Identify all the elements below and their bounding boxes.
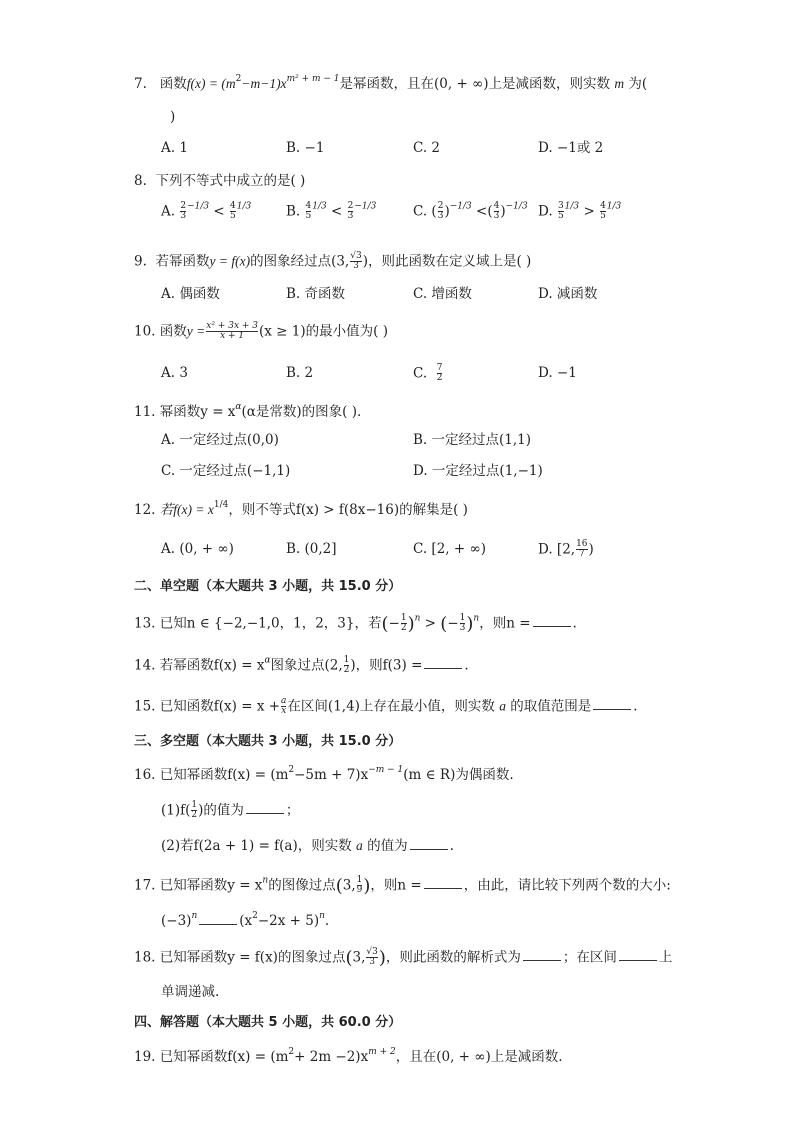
answer-blank[interactable] (410, 848, 448, 850)
question-text: . (324, 913, 330, 929)
question-number: 8. (134, 173, 147, 189)
option-b: B. 2 (286, 365, 314, 381)
answer-blank[interactable] (246, 812, 284, 814)
question-text: . (464, 657, 469, 674)
question-text: 已知函数f(x) = x + (159, 698, 281, 715)
denominator: 2 (436, 373, 443, 384)
option-a: A. 3 (161, 365, 188, 381)
answer-blank[interactable] (593, 708, 631, 710)
option-d: D. 减函数 (538, 286, 598, 302)
question-text: 已知幂函数y = x (159, 877, 263, 894)
question-text: ，且在(0, + ∞)上是减函数. (395, 1049, 563, 1065)
option-a: A. 一定经过点(0,0) (161, 432, 279, 448)
question-text: . (633, 698, 638, 715)
answer-blank[interactable] (619, 959, 657, 961)
question-16: 16. 已知幂函数$f(x) = (m^2-5m + 7)x^{-m - 1}(m$ ∈ R)为偶函数. (134, 765, 514, 783)
question-text: ，由此，请比较下列两个数的大小: (463, 877, 671, 894)
option-c: C. 增函数 (413, 286, 472, 302)
question-text: −2x + 5) (257, 913, 320, 929)
question-number: 18. (134, 949, 156, 966)
question-text: (1)f( (161, 802, 191, 819)
question-text: . (449, 838, 454, 854)
question-11: 11. 幂函数$y = x^\alpha(\alpha$是常数)的图象( ). (134, 402, 362, 420)
question-text: (α是常数)的图象( ). (241, 404, 362, 420)
question-10: 10. 函数y = $\frac{\text{x² + 3x + 3}}{x + 1}$ (x ≥ 1)的最小值为( ) (134, 321, 388, 342)
question-text: 已知幂函数f(x) = (m (159, 1049, 289, 1065)
option-label: ) (588, 541, 594, 558)
option-a: A. 1 (161, 140, 188, 156)
exponent: m² + m − 1 (286, 74, 340, 84)
question-text: 的图象经过点(3, (250, 253, 350, 270)
variable: m (614, 76, 625, 91)
question-text: 若幂函数 (155, 253, 210, 270)
question-19: 19. 已知幂函数$f(x) = (m^2+ 2m -2)x^{m + 2}$，且在(0, + ∞)上是减函数. (134, 1047, 563, 1065)
option-d: D. 一定经过点(1,−1) (413, 463, 543, 479)
question-text: )的值为 (198, 802, 244, 819)
formula: 若f(x) = x (159, 502, 214, 517)
question-number: 17. (134, 877, 156, 894)
option-a: A. 偶函数 (161, 286, 220, 302)
question-16-part-2 (161, 839, 454, 854)
question-text: −5m + 7)x (294, 767, 369, 783)
option-d: D. [2, $\frac{16}{7}$ ) (538, 539, 594, 560)
option-c: C. [2, + ∞) (413, 541, 486, 557)
option-c: C. ( $\frac{2}{3}$ )$^{-1/3}$ <( $\frac{4}{3}$ )$^{-1/3}$ (413, 201, 528, 222)
variable: a (356, 838, 363, 853)
question-text: 已知幂函数y = f(x)的图象过点 (159, 949, 346, 966)
question-number: 14. (134, 657, 156, 674)
question-text: 若幂函数f(x) = x (159, 657, 265, 674)
question-7: 7. 函数$f(x) = (m^2-m-1)x^{m^2 + m - 1}$是幂函数，且在(0, + ∞)上是减函数，则实数 m 为( (134, 74, 648, 92)
answer-blank[interactable] (424, 667, 462, 669)
question-text: )，则此函数在定义域上是( ) (362, 253, 532, 270)
question-12: 12. 若$f(x) = x^{1/4}$，则不等式f(x) > f(8x−16)的解集是( ) (134, 500, 468, 518)
formula: f(x) = (m (186, 76, 236, 91)
question-9: 9. 若幂函数y = f(x)的图象经过点(3, $\frac{√3}{3}$ )，则此函数在定义域上是( ) (134, 251, 532, 272)
question-text: 图象过点(2, (270, 657, 343, 674)
section-heading: 四、解答题（本大题共 5 小题，共 60.0 分） (134, 1015, 402, 1030)
question-15: 15. 已知函数f(x) = x + $\frac{a}{x}$ 在区间(1,4)上存在最小值，则实数 a 的取值范围是 . (134, 696, 638, 717)
question-13: 13. 已知n ∈ {−2,−1,0，1，2，3}，若(− $\frac{1}{2}$ )$^n$ > (− $\frac{1}{3}$ )$^n$，则n = . (134, 613, 577, 635)
question-number: 15. (134, 698, 156, 715)
question-number: 10. (134, 323, 156, 340)
option-b: B. −1 (286, 140, 325, 156)
formula: −m−1)x (241, 76, 287, 91)
question-text: ，则不等式f(x) > f(8x−16)的解集是( ) (228, 502, 468, 518)
question-text: 是幂函数，且在(0, + ∞)上是减函数，则实数 (339, 76, 611, 92)
question-number: 9. (134, 253, 147, 270)
question-text: ； (285, 802, 300, 819)
option-c: C. 一定经过点(−1,1) (161, 463, 291, 479)
question-17-compare: $(-3)^n$ $(x^2-2x + 5)^n$. (161, 911, 330, 929)
question-14: 14. 若幂函数$f(x) = x^\alpha$图象过点(2, $\frac{1}{2}$ )，则f(3) = . (134, 655, 469, 676)
question-text: 在区间(1,4)上存在最小值，则实数 (287, 698, 495, 715)
question-text: ，则n = (370, 877, 422, 894)
question-18: 18. 已知幂函数y = f(x)的图象过点(3, $\frac{√3}{3}$ )，则此函数的解析式为 ；在区间 上 (134, 947, 673, 969)
question-text: 下列不等式中成立的是( ) (155, 173, 306, 189)
question-text: 的值为 (367, 838, 408, 854)
question-text: ；在区间 (562, 949, 617, 966)
question-text: (x ≥ 1)的最小值为( ) (259, 323, 388, 340)
exponent: m + 2 (368, 1047, 396, 1057)
question-16-part-1: (1)f( $\frac{1}{2}$ )的值为 ； (161, 800, 300, 821)
question-text: (2)若f(2a + 1) = f(a)，则实数 (161, 838, 352, 854)
question-text: 函数 (159, 76, 187, 92)
option-c: C. 2 (413, 140, 441, 156)
question-number: 12. (134, 502, 156, 518)
option-c (413, 364, 443, 384)
question-text: ，则此函数的解析式为 (385, 949, 521, 966)
option-a: A. (0, + ∞) (161, 541, 234, 557)
option-b: B. 奇函数 (286, 286, 346, 302)
question-17: 17. 已知幂函数$y = x^n$的图像过点(3, $\frac{1}{9}$ )，则n = ，由此，请比较下列两个数的大小: (134, 875, 671, 897)
question-number: 11. (134, 404, 156, 420)
question-number: 7. (134, 76, 147, 92)
answer-blank[interactable] (424, 887, 462, 889)
option-label: C. (413, 365, 428, 382)
answer-blank[interactable] (523, 959, 561, 961)
question-text: 上 (658, 949, 673, 966)
question-text: 已知n ∈ {−2,−1,0，1，2，3}，若 (159, 615, 382, 632)
paren-close: ) (170, 109, 176, 125)
question-text: )，则f(3) = (350, 657, 423, 674)
section-heading: 二、单空题（本大题共 3 小题，共 15.0 分） (134, 579, 402, 594)
question-8 (134, 175, 305, 189)
question-text: . (572, 615, 577, 632)
question-text: 的取值范围是 (510, 698, 592, 715)
option-b: B. 一定经过点(1,1) (413, 432, 532, 448)
option-d: D. −1或 2 (538, 140, 604, 156)
option-b: B. $\frac{4}{5}$ $^{1/3}$ < $\frac{2}{3}$ $^{-1/3}$ (286, 201, 377, 222)
question-text: 为( (628, 76, 648, 92)
question-text: (x (239, 913, 253, 929)
question-text: + 2m −2)x (294, 1049, 369, 1065)
question-text: (−3) (161, 913, 192, 929)
option-label: D. [2, (538, 541, 576, 558)
question-text: (m ∈ R)为偶函数. (403, 767, 514, 783)
option-d: D. $\frac{3}{5}$ $^{1/3}$ > $\frac{4}{5}$ $^{1/3}$ (538, 201, 622, 222)
exponent: −m − 1 (368, 765, 404, 775)
question-18-line2: 单调递减. (161, 984, 220, 1000)
question-number: 16. (134, 767, 156, 783)
answer-blank[interactable] (199, 923, 237, 925)
question-text: 函数 (159, 323, 187, 340)
variable: a (499, 698, 506, 714)
question-text: 的图像过点 (268, 877, 336, 894)
question-text: 已知幂函数f(x) = (m (159, 767, 289, 783)
question-text: ，则n = (479, 615, 531, 632)
question-number: 13. (134, 615, 156, 632)
question-number: 19. (134, 1049, 156, 1065)
option-d: D. −1 (538, 365, 577, 381)
numerator: 7 (436, 363, 443, 373)
answer-blank[interactable] (533, 625, 571, 627)
option-b: B. (0,2] (286, 541, 337, 557)
question-text: 幂函数y = x (159, 404, 236, 420)
option-a: A. $\frac{2}{3}$ $^{-1/3}$ < $\frac{4}{5}$ $^{1/3}$ (161, 201, 252, 222)
section-heading: 三、多空题（本大题共 3 小题，共 15.0 分） (134, 734, 402, 749)
